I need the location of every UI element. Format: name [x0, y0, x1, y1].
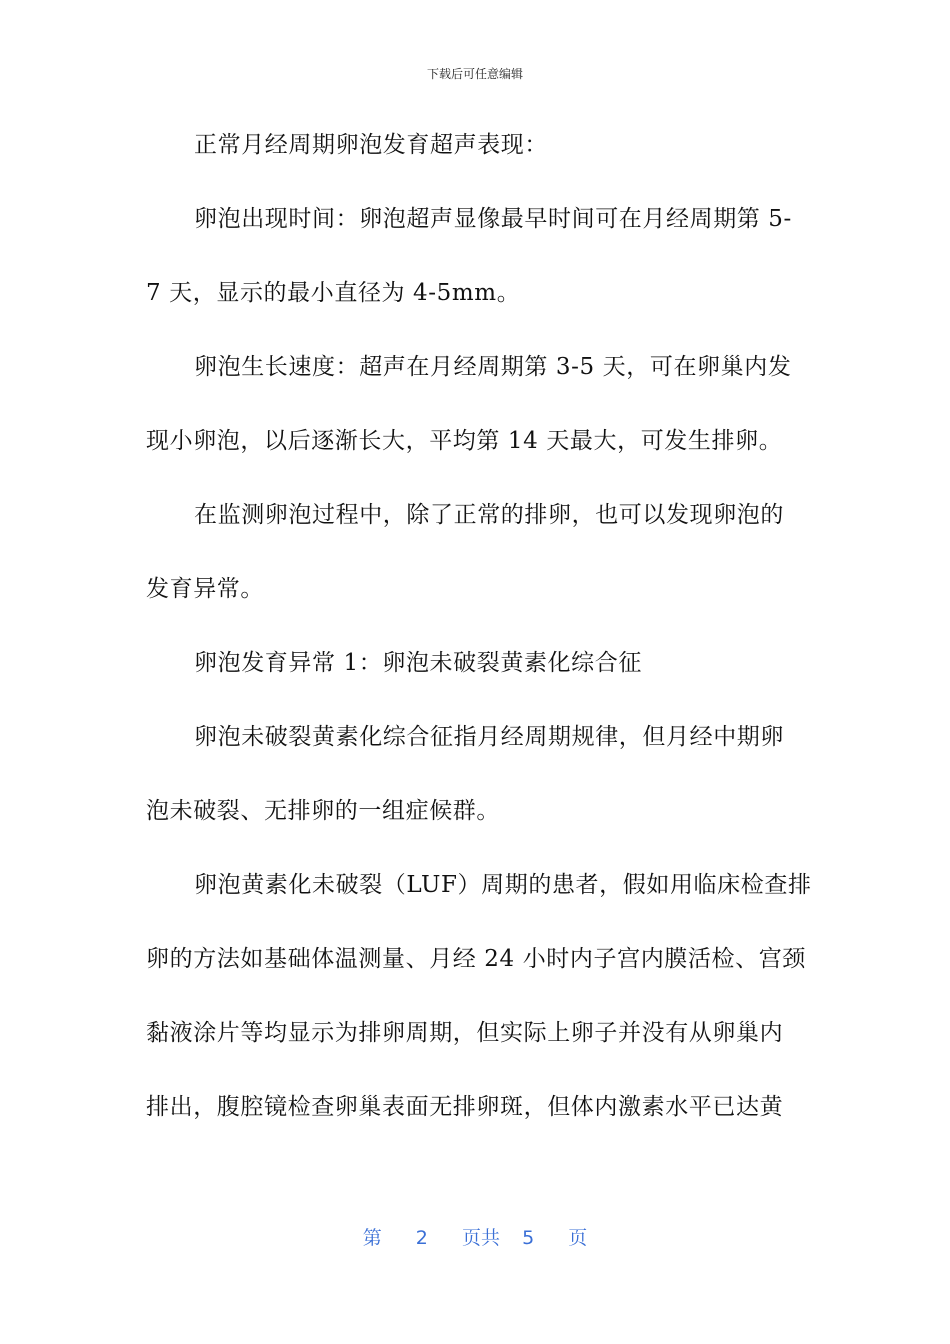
paragraph-line: 卵泡黄素化未破裂（LUF）周期的患者，假如用临床检查排	[194, 872, 812, 898]
paragraph-line: 发育异常。	[146, 576, 264, 602]
page-header: 下载后可任意编辑	[426, 67, 523, 81]
page-label-middle: 页共	[461, 1227, 500, 1249]
paragraph-line: 泡未破裂、无排卵的一组症候群。	[146, 798, 500, 824]
paragraph-line: 卵的方法如基础体温测量、月经 24 小时内子宫内膜活检、宫颈	[146, 946, 806, 972]
paragraph-line: 排出，腹腔镜检查卵巢表面无排卵斑，但体内激素水平已达黄	[146, 1094, 784, 1120]
paragraph-line: 卵泡出现时间：卵泡超声显像最早时间可在月经周期第 5-	[194, 206, 792, 232]
paragraph-line: 正常月经周期卵泡发育超声表现：	[194, 132, 548, 158]
paragraph-line: 在监测卵泡过程中，除了正常的排卵，也可以发现卵泡的	[194, 502, 784, 528]
paragraph-line: 卵泡未破裂黄素化综合征指月经周期规律，但月经中期卵	[194, 724, 784, 750]
paragraph-line: 现小卵泡，以后逐渐长大，平均第 14 天最大，可发生排卵。	[146, 428, 783, 454]
page-footer	[0, 1224, 950, 1252]
paragraph-line: 黏液涂片等均显示为排卵周期，但实际上卵子并没有从卵巢内	[146, 1020, 784, 1046]
current-page-number: 2	[415, 1227, 428, 1249]
paragraph-line: 7 天，显示的最小直径为 4-5mm。	[146, 280, 521, 306]
page-label-before: 第	[362, 1227, 382, 1249]
section-heading: 卵泡发育异常 1：卵泡未破裂黄素化综合征	[194, 650, 642, 676]
total-pages-number: 5	[522, 1227, 535, 1249]
page-label-after: 页	[568, 1227, 588, 1249]
paragraph-line: 卵泡生长速度：超声在月经周期第 3-5 天，可在卵巢内发	[194, 354, 792, 380]
document-body	[146, 122, 812, 1158]
